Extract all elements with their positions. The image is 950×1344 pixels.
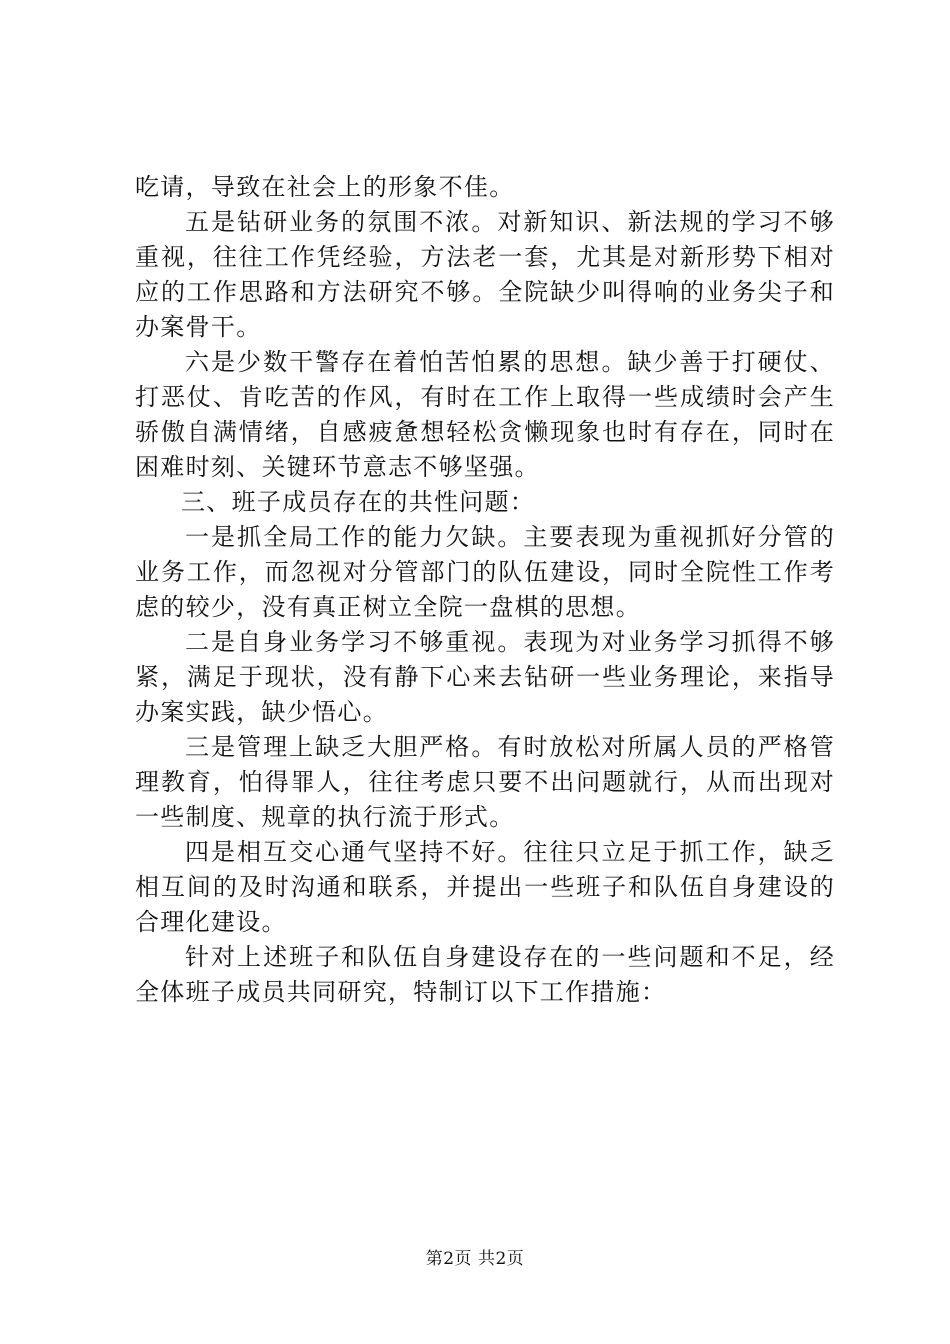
paragraph-issue-four: 四是相互交心通气坚持不好。往往只立足于抓工作，缺乏相互间的及时沟通和联系，并提出一些班子和队伍自身建设的合理化建设。 [135,838,835,936]
paragraph-point-six: 六是少数干警存在着怕苦怕累的思想。缺少善于打硬仗、打恶仗、肯吃苦的作风，有时在工作上取得一些成绩时会产生骄傲自满情绪，自感疲惫想轻松贪懒现象也时有存在，同时在困难时刻、关键环节意志不够坚强。 [135,348,835,481]
paragraph-issue-three: 三是管理上缺乏大胆严格。有时放松对所属人员的严格管理教育，怕得罪人，往往考虑只要不出问题就行，从而出现对一些制度、规章的执行流于形式。 [135,733,835,831]
paragraph-issue-one: 一是抓全局工作的能力欠缺。主要表现为重视抓好分管的业务工作，而忽视对分管部门的队伍建设，同时全院性工作考虑的较少，没有真正树立全院一盘棋的思想。 [135,523,835,621]
paragraph-issue-two: 二是自身业务学习不够重视。表现为对业务学习抓得不够紧，满足于现状，没有静下心来去钻研一些业务理论，来指导办案实践，缺少悟心。 [135,628,835,726]
paragraph-conclusion: 针对上述班子和队伍自身建设存在的一些问题和不足，经全体班子成员共同研究，特制订以下工作措施： [135,943,835,1006]
section-heading-three: 三、班子成员存在的共性问题： [181,488,536,516]
document-body [135,170,835,1010]
page-footer: 第2页 共2页 [425,1249,525,1269]
paragraph-continuation: 吃请，导致在社会上的形象不佳。 [135,173,515,201]
paragraph-point-five: 五是钻研业务的氛围不浓。对新知识、新法规的学习不够重视，往往工作凭经验，方法老一套，尤其是对新形势下相对应的工作思路和方法研究不够。全院缺少叫得响的业务尖子和办案骨干。 [135,208,835,341]
